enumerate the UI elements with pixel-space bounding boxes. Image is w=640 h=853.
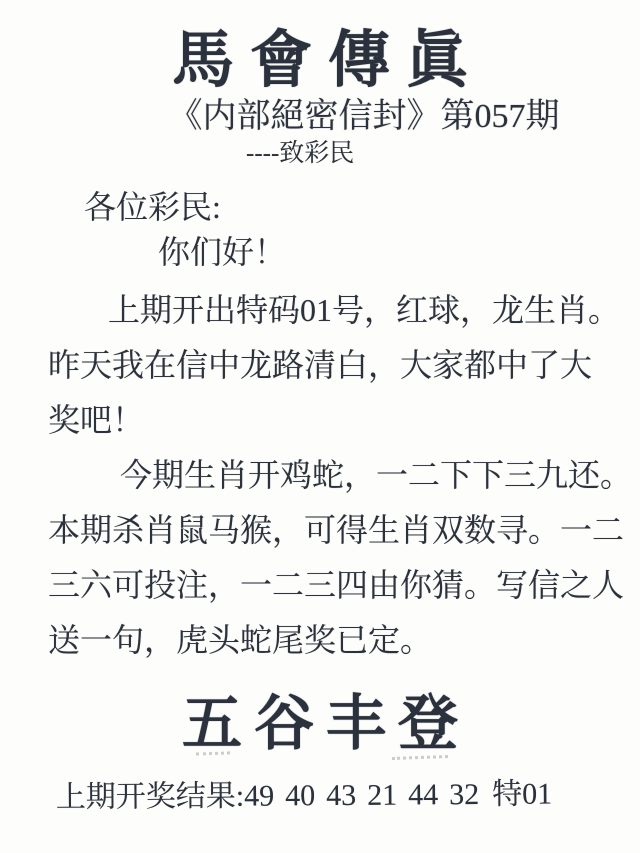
result-number: 44 <box>408 778 439 812</box>
body-line: 奖吧！ <box>48 402 145 438</box>
slogan-text: 五谷丰登 <box>182 691 470 757</box>
masthead-title: 馬會傳眞 <box>171 27 484 95</box>
result-number: 32 <box>449 778 480 812</box>
previous-results-line <box>56 769 553 816</box>
body-line: 三六可投注，一二三四由你猜。写信之人 <box>48 567 625 603</box>
special-number: 特01 <box>492 777 553 811</box>
result-number: 43 <box>326 778 357 813</box>
letter-body <box>48 283 633 668</box>
result-number: 49 <box>244 779 275 813</box>
body-line: 上期开出特码01号，红球，龙生肖。 <box>108 292 621 328</box>
body-line: 今期生肖开鸡蛇，一二下下三九还。 <box>120 457 633 493</box>
body-line: 昨天我在信中龙路清白，大家都中了大 <box>48 347 593 383</box>
body-line: 本期杀肖鼠马猴，可得生肖双数寻。一二 <box>48 512 625 548</box>
issue-line: 《内部絕密信封》第057期 <box>168 98 560 135</box>
body-line: 送一句，虎头蛇尾奖已定。 <box>48 622 433 658</box>
result-number: 21 <box>367 778 398 812</box>
salutation: 各位彩民: <box>84 189 221 225</box>
dedication-line: ----致彩民 <box>246 140 355 167</box>
result-number: 40 <box>285 779 316 813</box>
greeting: 你们好！ <box>158 234 287 270</box>
results-label: 上期开奖结果: <box>55 779 245 815</box>
